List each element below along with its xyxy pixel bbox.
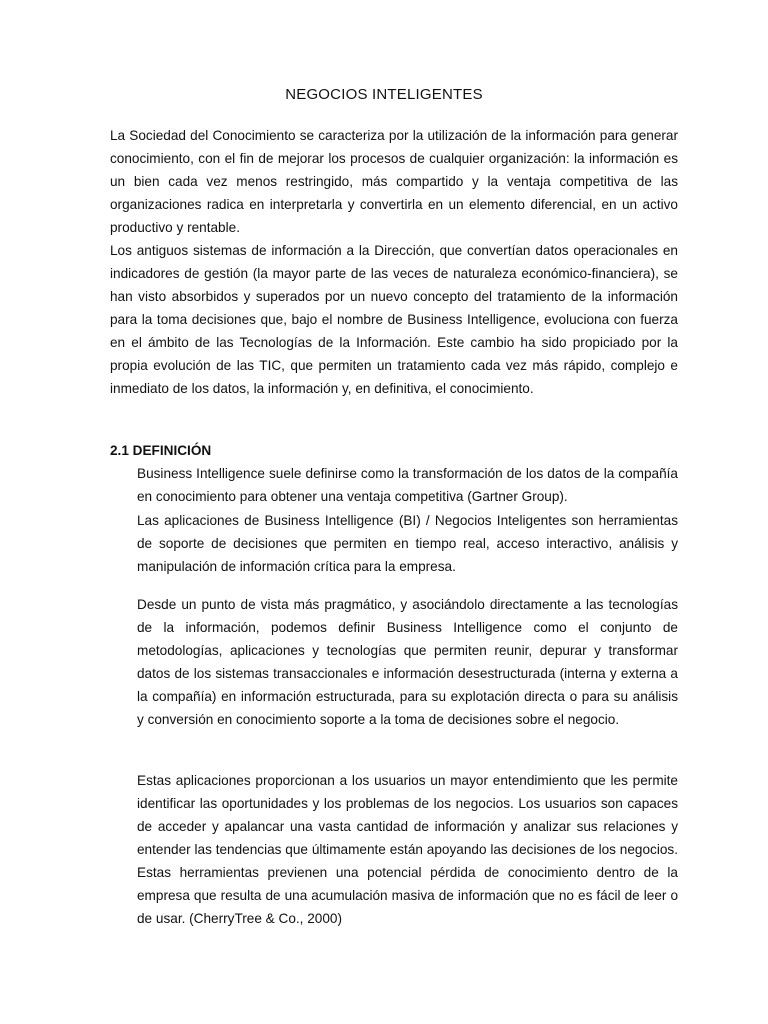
intro-paragraph-2: Los antiguos sistemas de información a la Dirección, que convertían datos operacionales en indicadores de gestión (la mayor parte de las veces de naturaleza económico-financiera), se han visto absorbidos y superados por un nuevo concepto del tratamiento de la información para la toma decisiones que, bajo el nombre de Business Intelligence, evoluciona con fuerza en el ámbito de las Tecnologías de la Información. Este cambio ha sido propiciado por la propia evolución de las TIC, que permiten un tratamiento cada vez más rápido, complejo e inmediato de los datos, la información y, en definitiva, el conocimiento. <box>110 243 678 396</box>
definition-paragraph-4: Estas aplicaciones proporcionan a los usuarios un mayor entendimiento que les permite identificar las oportunidades y los problemas de los negocios. Los usuarios son capaces de acceder y apalancar una vasta cantidad de información y analizar sus relaciones y entender las tendencias que últimamente están apoyando las decisiones de los negocios. Estas herramientas previenen una potencial pérdida de conocimiento dentro de la empresa que resulta de una acumulación masiva de información que no es fácil de leer o de usar. (CherryTree & Co., 2000) <box>137 773 678 926</box>
definition-paragraph-1: Business Intelligence suele definirse como la transformación de los datos de la compañía en conocimiento para obtener una ventaja competitiva (Gartner Group). <box>137 466 678 504</box>
definition-paragraph-2: Las aplicaciones de Business Intelligence (BI) / Negocios Inteligentes son herramientas de soporte de decisiones que permiten en tiempo real, acceso interactivo, análisis y manipulación de información crítica para la empresa. <box>137 513 678 574</box>
section-heading: 2.1 DEFINICIÓN <box>110 443 212 458</box>
definition-paragraph-3: Desde un punto de vista más pragmático, y asociándolo directamente a las tecnologías de la información, podemos definir Business Intelligence como el conjunto de metodologías, aplicaciones y tecnologías que permiten reunir, depurar y transformar datos de los sistemas transaccionales e información desestructurada (interna y externa a la compañía) en información estructurada, para su explotación directa o para su análisis y conversión en conocimiento soporte a la toma de decisiones sobre el negocio. <box>137 597 678 727</box>
intro-paragraph-1: La Sociedad del Conocimiento se caracteriza por la utilización de la información para generar conocimiento, con el fin de mejorar los procesos de cualquier organización: la información es un bien cada vez menos restringido, más compartido y la ventaja competitiva de las organizaciones radica en interpretarla y convertirla en un elemento diferencial, en un activo productivo y rentable. <box>110 128 678 235</box>
document-title: NEGOCIOS INTELIGENTES <box>285 86 483 103</box>
